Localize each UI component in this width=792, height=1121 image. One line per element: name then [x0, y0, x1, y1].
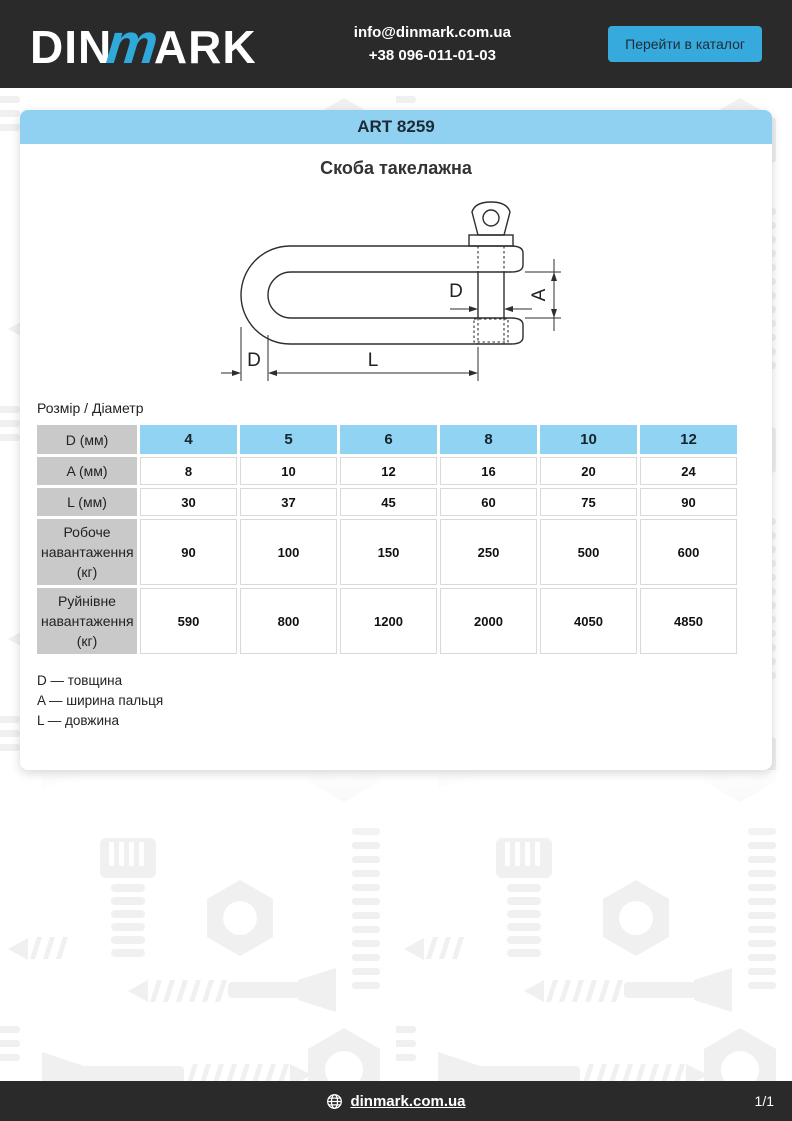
row-label: L (мм): [37, 488, 137, 516]
table-row-diameter: [37, 425, 737, 454]
table-cell: 90: [640, 488, 737, 516]
product-card: [20, 110, 772, 770]
table-cell: 24: [640, 457, 737, 485]
row-label: A (мм): [37, 457, 137, 485]
table-cell: 45: [340, 488, 437, 516]
page-indicator: 1/1: [754, 1093, 774, 1109]
row-label: Руйнівне навантаження (кг): [37, 588, 137, 654]
dinmark-logo: [30, 11, 257, 76]
table-cell: 4850: [640, 588, 737, 654]
table-cell: 60: [440, 488, 537, 516]
go-to-catalog-button[interactable]: Перейти в каталог: [608, 26, 762, 62]
legend-line-a: A — ширина пальця: [37, 693, 164, 708]
art-number-banner: ART 8259: [20, 110, 772, 144]
table-row-breaking-load: [37, 588, 737, 654]
contact-block: [257, 21, 609, 67]
legend-line-l: L — довжина: [37, 713, 119, 728]
table-cell: 6: [340, 425, 437, 454]
table-row-a: [37, 457, 737, 485]
table-cell: 10: [240, 457, 337, 485]
size-diameter-label: Розмір / Діаметр: [37, 400, 144, 416]
bottom-footer: [0, 1081, 792, 1121]
table-cell: 4050: [540, 588, 637, 654]
dim-label-d-left: D: [247, 350, 261, 371]
table-cell: 600: [640, 519, 737, 585]
table-cell: 37: [240, 488, 337, 516]
spec-table: [34, 422, 740, 657]
shackle-technical-drawing: [211, 189, 581, 389]
table-cell: 8: [440, 425, 537, 454]
top-header: [0, 0, 792, 88]
table-cell: 8: [140, 457, 237, 485]
logo-text-din: DIN: [30, 20, 113, 73]
table-cell: 100: [240, 519, 337, 585]
pattern-fade-overlay: [0, 770, 792, 845]
dimension-legend: [37, 671, 772, 731]
dim-label-l: L: [367, 350, 379, 371]
table-cell: 12: [340, 457, 437, 485]
row-label: D (мм): [37, 425, 137, 454]
table-cell: 1200: [340, 588, 437, 654]
table-cell: 2000: [440, 588, 537, 654]
site-link[interactable]: dinmark.com.ua: [350, 1092, 466, 1110]
table-cell: 500: [540, 519, 637, 585]
row-label: Робоче навантаження (кг): [37, 519, 137, 585]
legend-line-d: D — товщина: [37, 673, 123, 688]
table-cell: 16: [440, 457, 537, 485]
table-cell: 150: [340, 519, 437, 585]
table-cell: 20: [540, 457, 637, 485]
dim-label-d-pin: D: [449, 281, 463, 302]
technical-drawing-wrap: [20, 189, 772, 394]
product-title: Скоба такелажна: [320, 158, 472, 178]
table-cell: 250: [440, 519, 537, 585]
table-row-l: [37, 488, 737, 516]
table-cell: 90: [140, 519, 237, 585]
table-row-working-load: [37, 519, 737, 585]
contact-phone: +38 096-011-01-03: [368, 47, 496, 64]
table-cell: 590: [140, 588, 237, 654]
dim-label-a: A: [529, 288, 550, 302]
table-cell: 30: [140, 488, 237, 516]
logo-m-glyph: m: [103, 11, 162, 76]
table-cell: 4: [140, 425, 237, 454]
table-cell: 75: [540, 488, 637, 516]
contact-email: info@dinmark.com.ua: [353, 24, 511, 41]
globe-icon: [326, 1093, 343, 1110]
table-cell: 12: [640, 425, 737, 454]
logo-text-ark: ARK: [153, 20, 257, 73]
table-cell: 10: [540, 425, 637, 454]
table-cell: 800: [240, 588, 337, 654]
table-cell: 5: [240, 425, 337, 454]
